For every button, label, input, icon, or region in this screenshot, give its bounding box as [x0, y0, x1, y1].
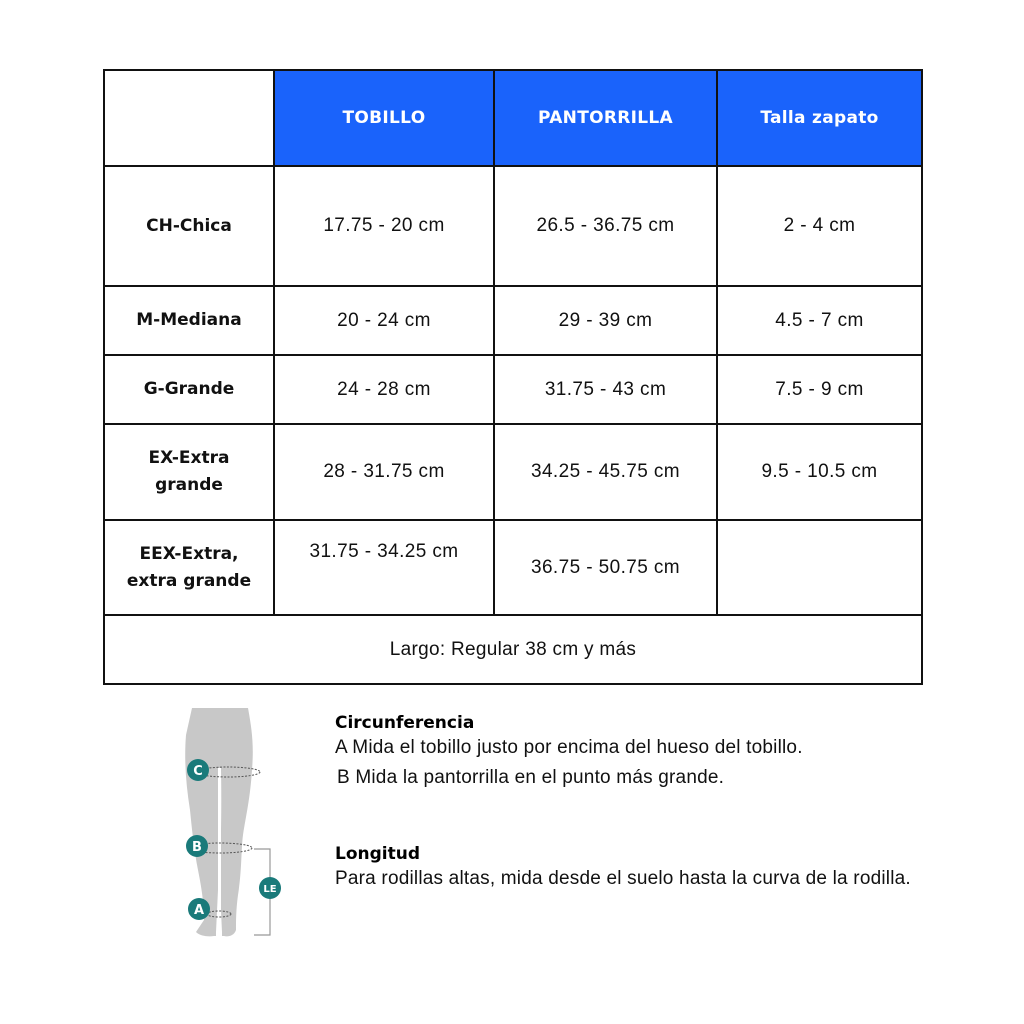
svg-text:LE: LE — [263, 884, 277, 895]
header-row — [104, 70, 922, 166]
header-pantorrilla: PANTORRILLA — [494, 70, 717, 166]
size-label-line1: EEX-Extra, — [139, 543, 239, 564]
table-row — [104, 520, 922, 615]
length-section — [335, 844, 935, 892]
pantorrilla-value: 29 - 39 cm — [494, 286, 717, 355]
table-row — [104, 355, 922, 424]
size-label-line2: grande — [155, 475, 223, 495]
svg-text:C: C — [193, 764, 203, 779]
size-chart-table — [103, 69, 923, 685]
size-label: M-Mediana — [104, 286, 274, 355]
talla-zapato-value — [717, 520, 922, 615]
length-note: Largo: Regular 38 cm y más — [104, 615, 922, 684]
length-title: Longitud — [335, 844, 421, 864]
pantorrilla-value: 34.25 - 45.75 cm — [494, 424, 717, 520]
svg-text:A: A — [193, 903, 205, 918]
badge-a-icon — [188, 898, 210, 920]
header-talla-zapato: Talla zapato — [717, 70, 922, 166]
size-label-line2: extra grande — [126, 570, 252, 591]
size-label-line1: EX-Extra — [148, 448, 230, 468]
svg-text:B: B — [192, 840, 202, 855]
talla-zapato-value: 4.5 - 7 cm — [717, 286, 922, 355]
size-label — [104, 520, 274, 615]
tobillo-value: 31.75 - 34.25 cm — [274, 520, 494, 615]
leg-measurement-diagram — [170, 700, 290, 950]
size-label — [104, 424, 274, 520]
table-row — [104, 286, 922, 355]
talla-zapato-value: 2 - 4 cm — [717, 166, 922, 286]
tobillo-value: 17.75 - 20 cm — [274, 166, 494, 286]
size-label: CH-Chica — [104, 166, 274, 286]
pantorrilla-value: 36.75 - 50.75 cm — [494, 520, 717, 615]
badge-b-icon — [186, 835, 208, 857]
leg-gap — [218, 768, 221, 933]
pantorrilla-value: 31.75 - 43 cm — [494, 355, 717, 424]
table-row — [104, 166, 922, 286]
pantorrilla-value: 26.5 - 36.75 cm — [494, 166, 717, 286]
footer-row — [104, 615, 922, 684]
size-label: G-Grande — [104, 355, 274, 424]
corner-cell — [104, 70, 274, 166]
circumference-line-b: B Mida la pantorrilla en el punto más grande. — [337, 767, 725, 788]
tobillo-value: 28 - 31.75 cm — [274, 424, 494, 520]
talla-zapato-value: 7.5 - 9 cm — [717, 355, 922, 424]
badge-c-icon — [187, 759, 209, 781]
circumference-line-a: A Mida el tobillo justo por encima del hueso del tobillo. — [335, 737, 803, 758]
table-row — [104, 424, 922, 520]
circumference-section — [335, 713, 935, 793]
length-text: Para rodillas altas, mida desde el suelo hasta la curva de la rodilla. — [335, 868, 911, 889]
tobillo-value: 20 - 24 cm — [274, 286, 494, 355]
tobillo-value: 24 - 28 cm — [274, 355, 494, 424]
header-tobillo: TOBILLO — [274, 70, 494, 166]
talla-zapato-value: 9.5 - 10.5 cm — [717, 424, 922, 520]
badge-le-icon — [259, 877, 281, 899]
circumference-title: Circunferencia — [335, 713, 475, 733]
